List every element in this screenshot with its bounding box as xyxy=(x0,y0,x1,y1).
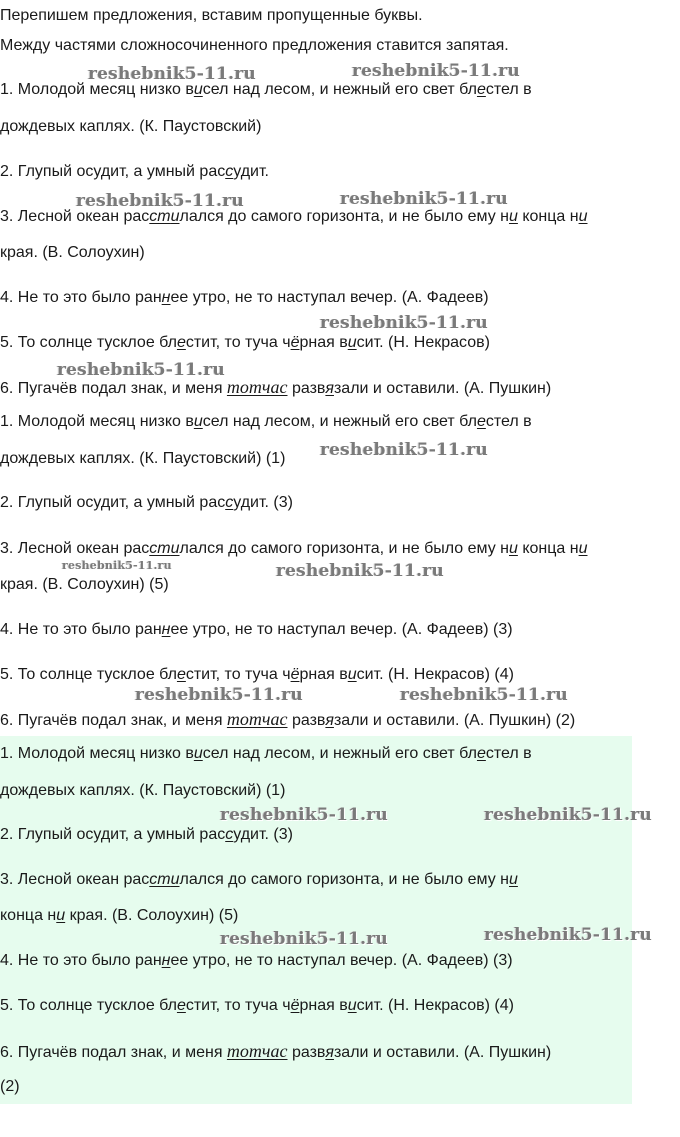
watermark: reshebnik5-11.ru xyxy=(76,191,244,211)
b3-s5: 5. То солнце тусклое блестит, то туча чёрная висит. (Н. Некрасов) (4) xyxy=(0,997,514,1014)
watermark: reshebnik5-11.ru xyxy=(57,360,225,380)
b3-s6: 6. Пугачёв подал знак, и меня тотчас развязали и оставили. (А. Пушкин) xyxy=(0,1041,552,1061)
b3-s3-line2: конца ни края. (В. Солоухин) (5) xyxy=(0,907,239,924)
b1-s4: 4. Не то это было раннее утро, не то наступал вечер. (А. Фадеев) xyxy=(0,289,489,306)
watermark: reshebnik5-11.ru xyxy=(320,313,488,333)
b3-s4: 4. Не то это было раннее утро, не то наступал вечер. (А. Фадеев) (3) xyxy=(0,952,513,969)
b3-s3-line1: 3. Лесной океан расстилался до самого горизонта, и не было ему ни xyxy=(0,871,518,888)
watermark: reshebnik5-11.ru xyxy=(400,685,568,705)
b2-s3-line1: 3. Лесной океан расстилался до самого горизонта, и не было ему ни конца ни xyxy=(0,540,588,557)
b3-s6-mark: (2) xyxy=(0,1078,20,1095)
b3-s2: 2. Глупый осудит, а умный рассудит. (3) xyxy=(0,826,293,843)
b1-s6: 6. Пугачёв подал знак, и меня тотчас развязали и оставили. (А. Пушкин) xyxy=(0,377,552,397)
watermark: reshebnik5-11.ru xyxy=(88,64,256,84)
intro-line-2: Между частями сложносочиненного предложения ставится запятая. xyxy=(0,37,509,54)
watermark: reshebnik5-11.ru xyxy=(352,61,520,81)
watermark: reshebnik5-11.ru xyxy=(484,925,652,945)
b1-s3-line1: 3. Лесной океан расстилался до самого горизонта, и не было ему ни конца ни xyxy=(0,208,588,225)
b1-s3-line2: края. (В. Солоухин) xyxy=(0,244,145,261)
watermark: reshebnik5-11.ru xyxy=(320,440,488,460)
watermark: reshebnik5-11.ru xyxy=(62,559,172,572)
b2-s3-line2: края. (В. Солоухин) (5) xyxy=(0,576,169,593)
b1-s5: 5. То солнце тусклое блестит, то туча чёрная висит. (Н. Некрасов) xyxy=(0,334,490,351)
b2-s2: 2. Глупый осудит, а умный рассудит. (3) xyxy=(0,494,293,511)
b2-s6: 6. Пугачёв подал знак, и меня тотчас развязали и оставили. (А. Пушкин) (2) xyxy=(0,709,576,729)
b3-s1-line2: дождевых каплях. (К. Паустовский) (1) xyxy=(0,782,286,799)
b1-s2: 2. Глупый осудит, а умный рассудит. xyxy=(0,163,269,180)
b3-s1-line1: 1. Молодой месяц низко висел над лесом, и нежный его свет блестел в xyxy=(0,745,532,762)
intro-line-1: Перепишем предложения, вставим пропущенные буквы. xyxy=(0,7,423,24)
b2-s1-line2: дождевых каплях. (К. Паустовский) (1) xyxy=(0,450,286,467)
b2-s1-line1: 1. Молодой месяц низко висел над лесом, и нежный его свет блестел в xyxy=(0,413,532,430)
b2-s4: 4. Не то это было раннее утро, не то наступал вечер. (А. Фадеев) (3) xyxy=(0,621,513,638)
watermark: reshebnik5-11.ru xyxy=(135,685,303,705)
watermark: reshebnik5-11.ru xyxy=(340,189,508,209)
watermark: reshebnik5-11.ru xyxy=(484,805,652,825)
watermark: reshebnik5-11.ru xyxy=(220,805,388,825)
watermark: reshebnik5-11.ru xyxy=(220,929,388,949)
b1-s1-line2: дождевых каплях. (К. Паустовский) xyxy=(0,118,262,135)
watermark: reshebnik5-11.ru xyxy=(276,561,444,581)
b2-s5: 5. То солнце тусклое блестит, то туча чёрная висит. (Н. Некрасов) (4) xyxy=(0,666,514,683)
b1-s1-line1: 1. Молодой месяц низко висел над лесом, и нежный его свет блестел в xyxy=(0,81,532,98)
